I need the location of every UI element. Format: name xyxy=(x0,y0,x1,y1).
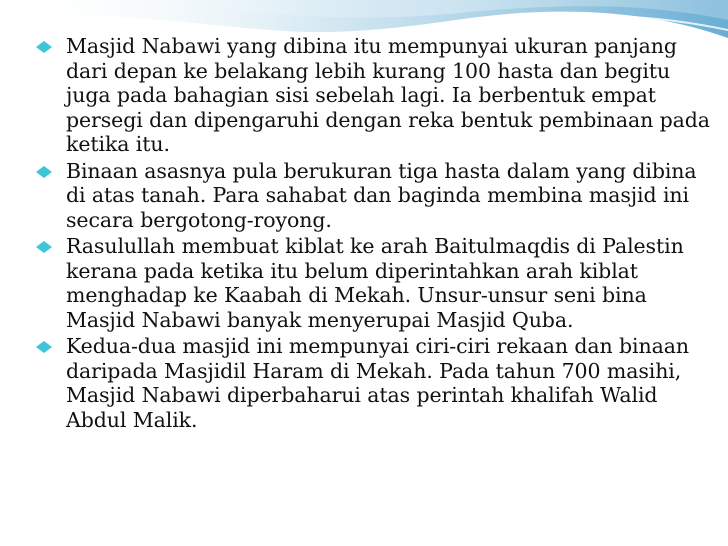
diamond-bullet-icon xyxy=(44,341,52,353)
bullet-list xyxy=(44,34,714,434)
diamond-bullet-icon xyxy=(44,241,52,253)
bullet-item xyxy=(44,34,714,157)
bullet-item xyxy=(44,159,714,233)
diamond-bullet-icon xyxy=(44,41,52,53)
bullet-item xyxy=(44,334,714,432)
diamond-bullet-icon xyxy=(44,166,52,178)
bullet-text: Rasulullah membuat kiblat ke arah Baitulmaqdis di Palestin kerana pada ketika itu belum diperintahkan arah kiblat menghadap ke Kaabah di Mekah. Unsur-unsur seni bina Masjid Nabawi banyak menyerupai Masjid Quba. xyxy=(66,234,684,332)
bullet-text: Masjid Nabawi yang dibina itu mempunyai ukuran panjang dari depan ke belakang lebih kurang 100 hasta dan begitu juga pada bahagian sisi sebelah lagi. Ia berbentuk empat persegi dan dipengaruhi dengan reka bentuk pembinaan pada ketika itu. xyxy=(66,34,710,156)
bullet-item xyxy=(44,234,714,332)
bullet-text: Binaan asasnya pula berukuran tiga hasta dalam yang dibina di atas tanah. Para sahabat dan baginda membina masjid ini secara bergotong-royong. xyxy=(66,158,697,232)
bullet-text: Kedua-dua masjid ini mempunyai ciri-ciri rekaan dan binaan daripada Masjidil Haram di Mekah. Pada tahun 700 masihi, Masjid Nabawi diperbaharui atas perintah khalifah Walid Abdul Malik. xyxy=(66,334,689,432)
